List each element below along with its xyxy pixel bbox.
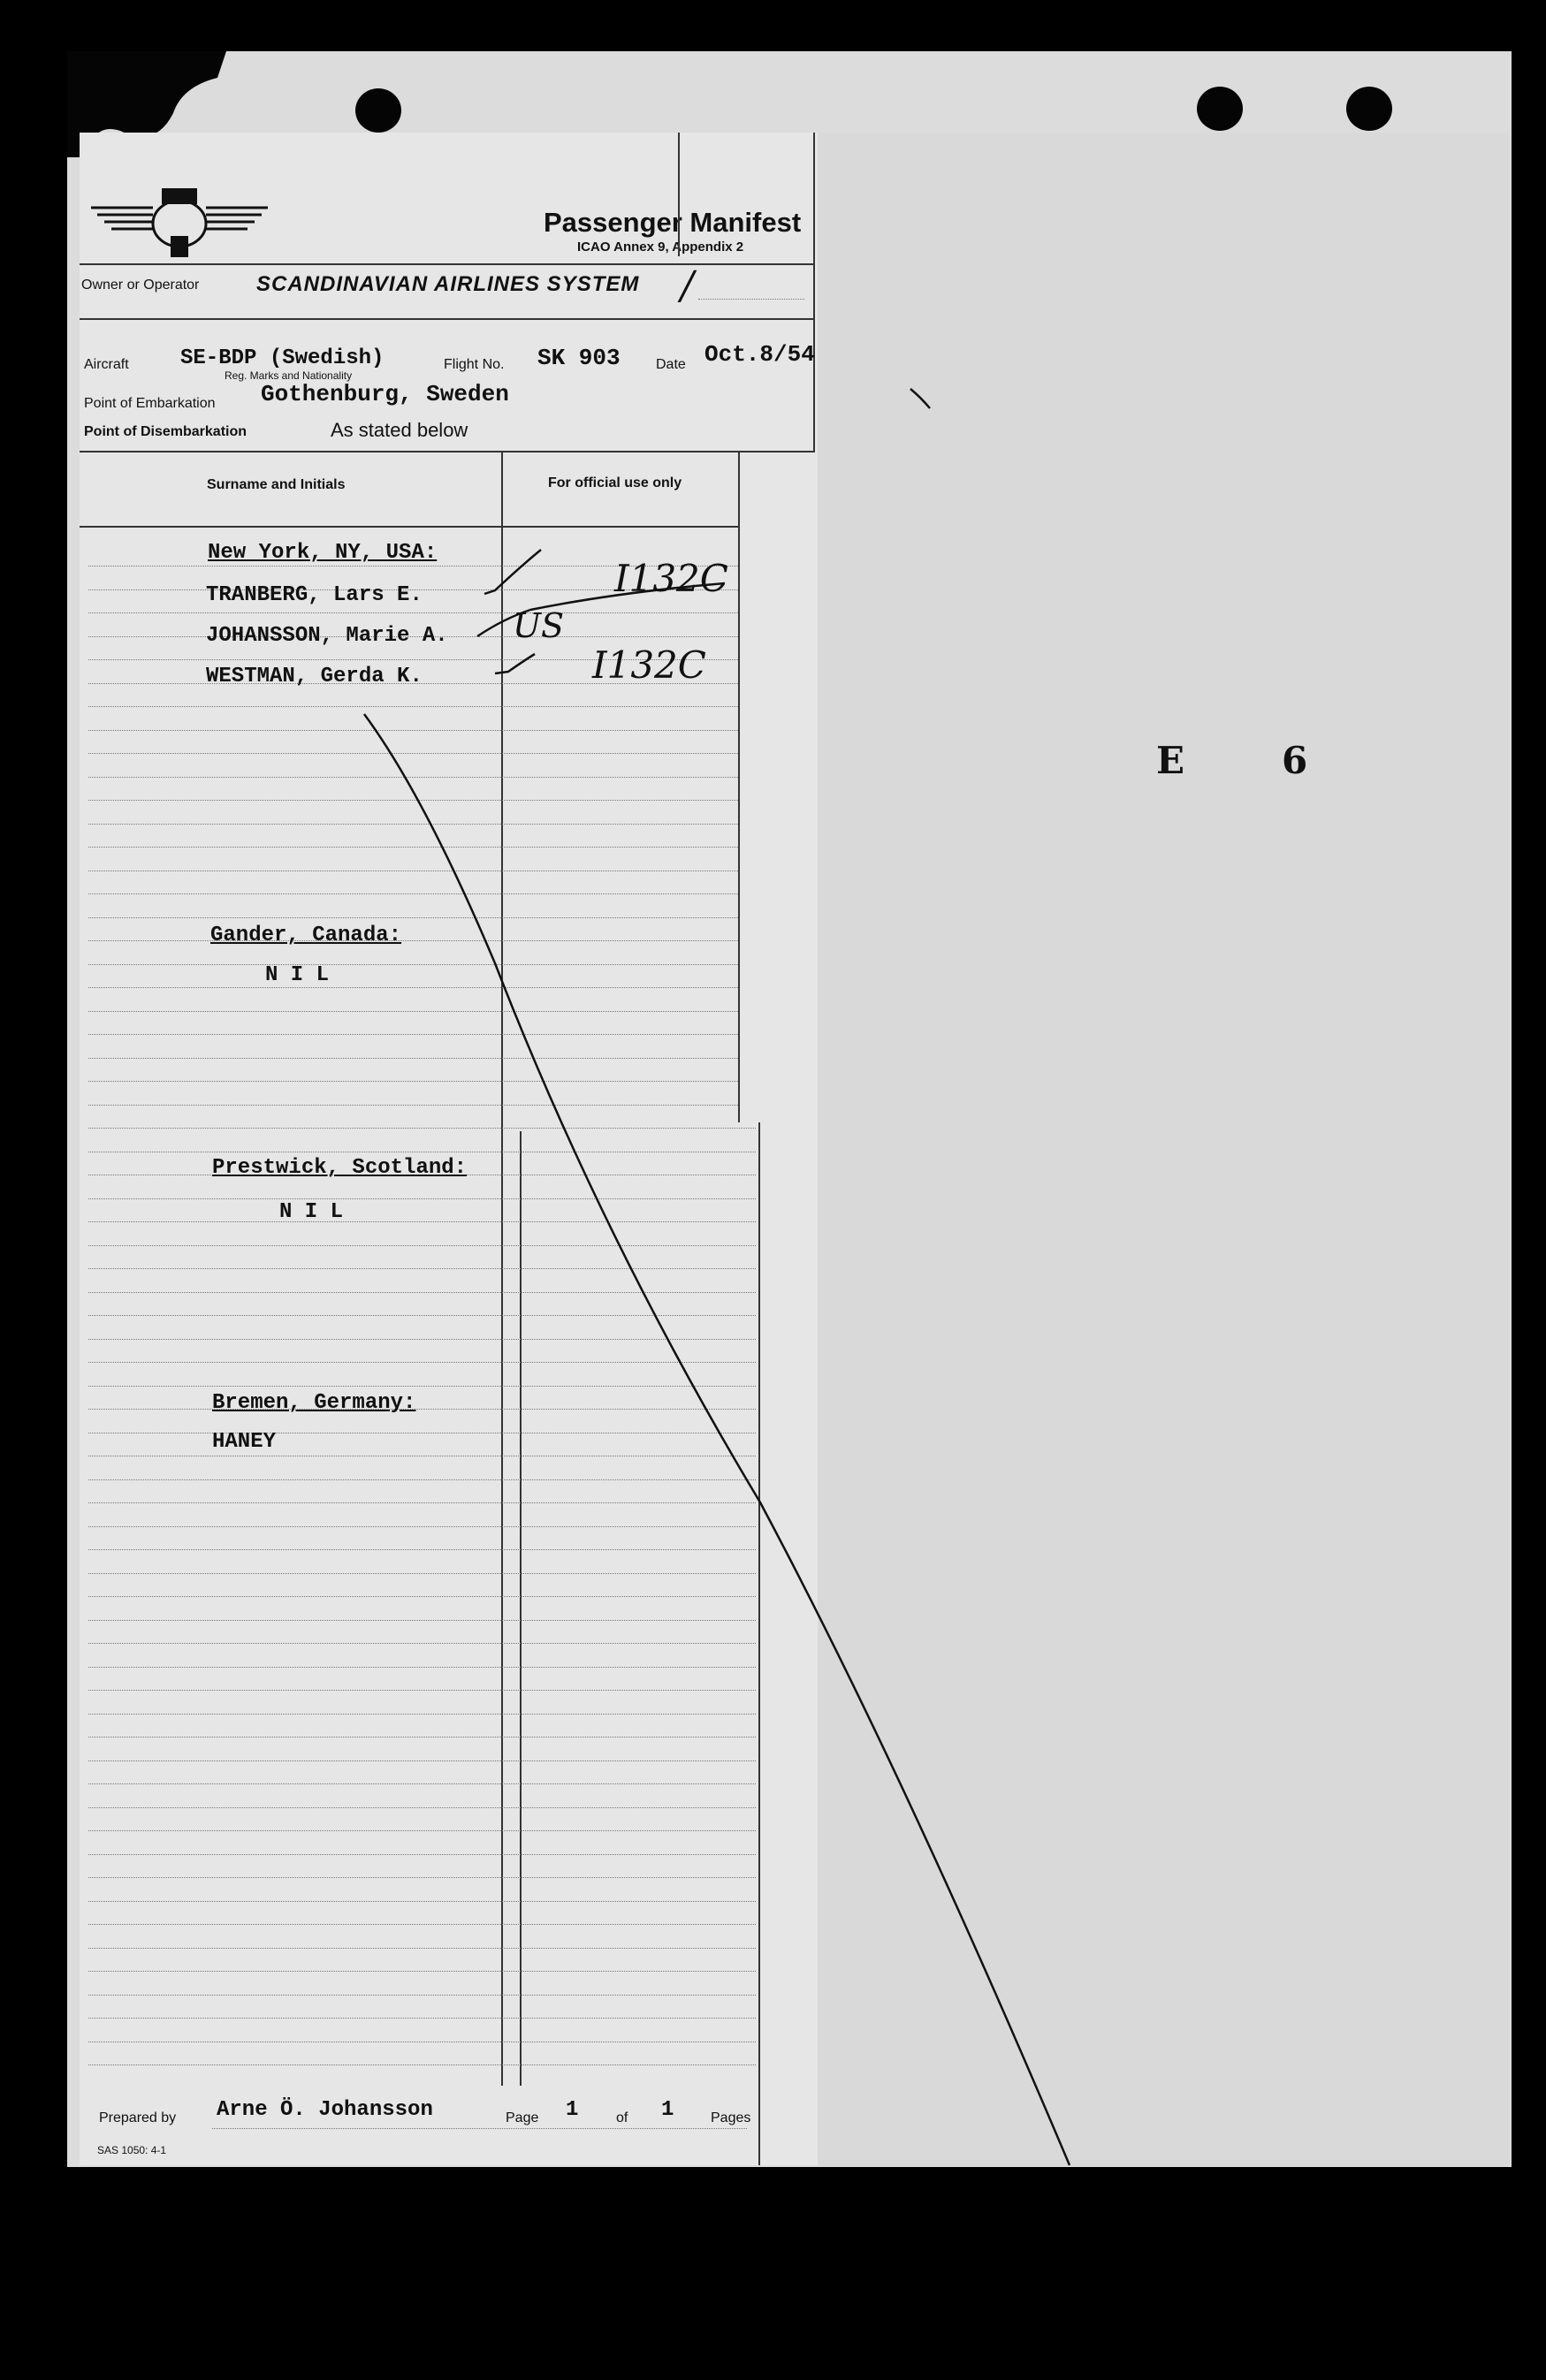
flight-label: Flight No. xyxy=(444,357,505,372)
date-value: Oct.8/54 xyxy=(704,341,815,368)
section-entry-gander: N I L xyxy=(265,963,330,987)
disembarkation-value: As stated below xyxy=(331,419,468,441)
aircraft-sublabel: Reg. Marks and Nationality xyxy=(225,369,353,382)
prepared-by-value: Arne Ö. Johansson xyxy=(217,2098,433,2122)
of-label: of xyxy=(616,2110,628,2125)
aircraft-label: Aircraft xyxy=(84,357,129,372)
embarkation-value: Gothenburg, Sweden xyxy=(261,381,509,407)
owner-label: Owner or Operator xyxy=(81,278,200,293)
pages-label: Pages xyxy=(711,2110,751,2125)
side-mark-letter: E xyxy=(1156,739,1185,782)
of-value: 1 xyxy=(661,2098,674,2122)
date-label: Date xyxy=(656,357,686,372)
prepared-by-label: Prepared by xyxy=(99,2110,177,2125)
page-label: Page xyxy=(506,2110,539,2125)
passenger-entry: JOHANSSON, Marie A. xyxy=(206,624,448,648)
form-code: SAS 1050: 4-1 xyxy=(97,2144,167,2156)
passenger-entry: WESTMAN, Gerda K. xyxy=(206,665,423,688)
disembarkation-label: Point of Disembarkation xyxy=(84,424,248,439)
section-heading-newyork: New York, NY, USA: xyxy=(208,541,438,565)
section-heading-bremen: Bremen, Germany: xyxy=(212,1391,416,1415)
manifest-subtitle: ICAO Annex 9, Appendix 2 xyxy=(577,240,744,255)
official-mark: US xyxy=(513,606,565,645)
section-entry-prestwick: N I L xyxy=(279,1200,344,1224)
page-value: 1 xyxy=(566,2098,579,2122)
section-heading-prestwick: Prestwick, Scotland: xyxy=(212,1156,468,1180)
passenger-entry: TRANBERG, Lars E. xyxy=(206,583,423,607)
aircraft-value: SE-BDP (Swedish) xyxy=(180,346,385,370)
col-official-header: For official use only xyxy=(548,475,682,490)
flight-value: SK 903 xyxy=(537,345,621,371)
section-entry-bremen: HANEY xyxy=(212,1430,277,1454)
official-mark: I132C xyxy=(592,643,706,687)
section-heading-gander: Gander, Canada: xyxy=(210,924,402,947)
owner-mark: / xyxy=(681,263,694,308)
footer-dotted-line xyxy=(212,2128,747,2129)
side-mark-number: 6 xyxy=(1282,739,1308,782)
col-surname-header: Surname and Initials xyxy=(207,477,346,492)
official-mark: I132C xyxy=(614,557,728,600)
embarkation-label: Point of Embarkation xyxy=(84,396,216,411)
owner-value: SCANDINAVIAN AIRLINES SYSTEM xyxy=(256,272,640,296)
manifest-title: Passenger Manifest xyxy=(544,207,802,238)
